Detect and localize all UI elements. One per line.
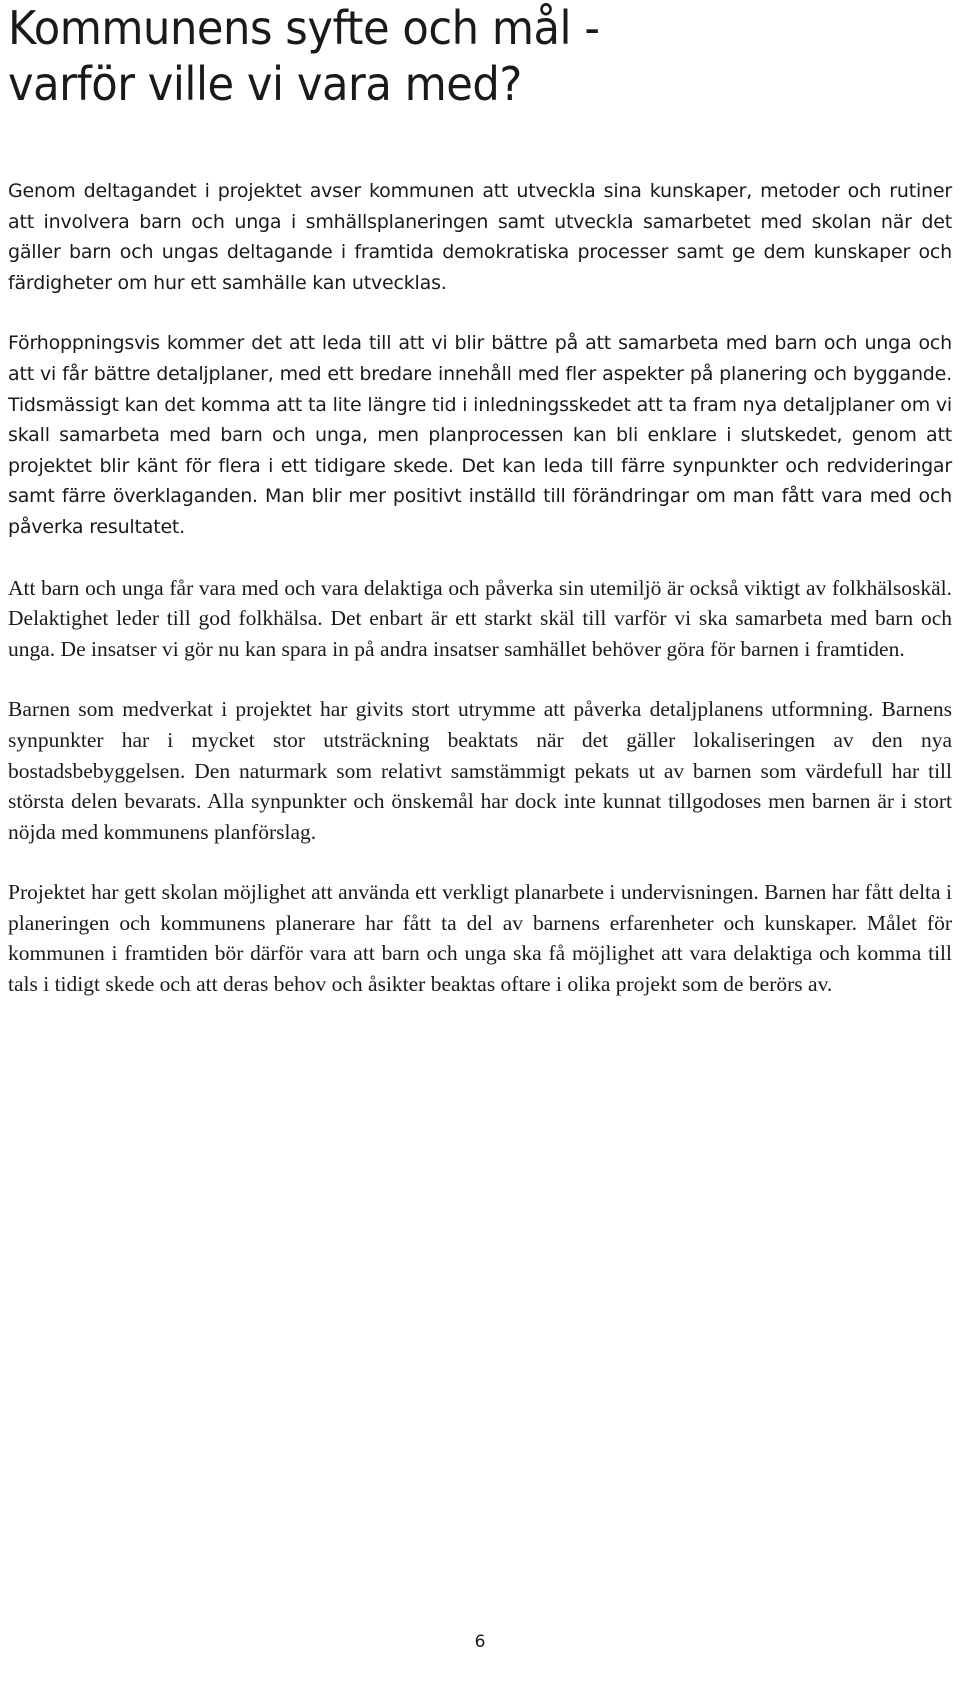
title-line-2: varför ville vi vara med? — [8, 57, 522, 111]
page-title — [8, 0, 816, 112]
paragraph-4: Barnen som medverkat i projektet har givits stort utrymme att påverka detaljplanens utformning. Barnens synpunkter har i mycket stor utsträckning beaktats när det gäller lokaliseringen av den nya bostadsbebyggelsen. Den naturmark som relativt samstämmigt pekats ut av barnen som värdefull har till största delen bevarats. Alla synpunkter och önskemål har dock inte kunnat tillgodoses men barnen är i stort nöjda med kommunens planförslag. — [8, 697, 952, 844]
paragraph-2: Förhoppningsvis kommer det att leda till att vi blir bättre på att samarbeta med barn och unga och att vi får bättre detaljplaner, med ett bredare innehåll med fler aspekter på planering och byggande. Tidsmässigt kan det komma att ta lite längre tid i inledningsskedet att ta fram nya detaljplaner om vi skall samarbeta med barn och unga, men planprocessen kan bli enklare i slutskedet, genom att projektet blir känt för flera i ett tidigare skede. Det kan leda till färre synpunkter och redvideringar samt färre överklaganden. Man blir mer positivt inställd till förändringar om man fått vara med och påverka resultatet. — [8, 332, 952, 538]
paragraph-1: Genom deltagandet i projektet avser kommunen att utveckla sina kunskaper, metoder och rutiner att involvera barn och unga i smhällsplaneringen samt utveckla samarbetet med skolan när det gäller barn och ungas deltagande i framtida demokratiska processer samt ge dem kunskaper och färdigheter om hur ett samhälle kan utvecklas. — [8, 180, 952, 294]
page-number: 6 — [474, 1632, 486, 1652]
paragraph-5: Projektet har gett skolan möjlighet att använda ett verkligt planarbete i undervisningen. Barnen har fått delta i planeringen och kommunens planerare har fått ta del av barnens erfarenheter och kunskaper. Målet för kommunen i framtiden bör därför vara att barn och unga ska få möjlighet att vara delaktiga och komma till tals i tidigt skede och att deras behov och åsikter beaktas oftare i olika projekt som de berörs av. — [8, 880, 952, 997]
paragraph-3: Att barn och unga får vara med och vara delaktiga och påverka sin utemiljö är också viktigt av folkhälsoskäl. Delaktighet leder till god folkhälsa. Det enbart är ett starkt skäl till varför vi ska samarbeta med barn och unga. De insatser vi gör nu kan spara in på andra insatser samhället behöver göra för barnen i framtiden. — [8, 575, 952, 661]
title-line-1: Kommunens syfte och mål - — [8, 1, 600, 55]
body-text — [8, 176, 952, 1030]
